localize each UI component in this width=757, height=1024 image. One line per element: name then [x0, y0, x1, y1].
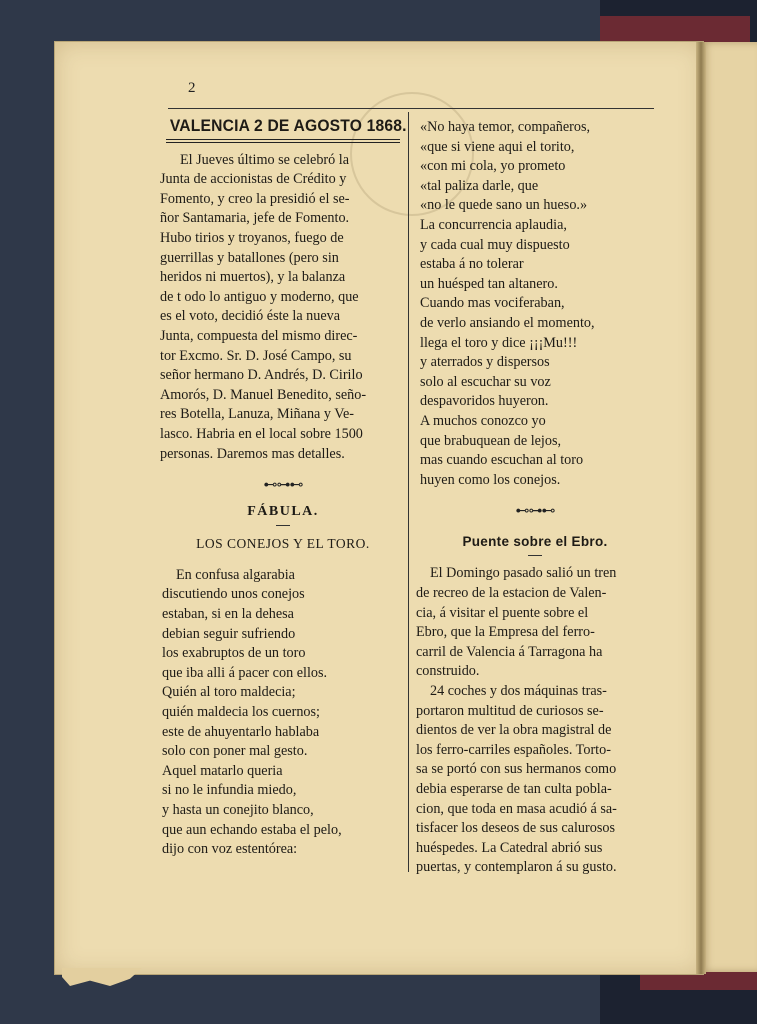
page-binding: [696, 42, 706, 974]
verse-line: En confusa algarabia: [176, 566, 295, 583]
right-column: [416, 112, 654, 878]
verse-line: «que si viene aqui el torito,: [420, 138, 575, 155]
article-line: señor hermano D. Andrés, D. Cirilo: [160, 367, 363, 384]
article-line: portaron multitud de curiosos se-: [416, 702, 604, 719]
verse-line: Quién al toro maldecia;: [162, 684, 296, 701]
column-divider: [408, 112, 409, 872]
article-line: 24 coches y dos máquinas tras-: [430, 683, 607, 700]
fable-verse: [160, 566, 406, 860]
verse-line: llega el toro y dice ¡¡¡Mu!!!: [420, 334, 578, 351]
article-valencia: [160, 151, 406, 465]
short-dash: [528, 555, 542, 556]
headline-rule: [166, 139, 400, 143]
article-line: cia, á visitar el puente sobre el: [416, 604, 589, 621]
torn-corner: [62, 968, 142, 986]
page-number: 2: [188, 80, 196, 96]
article-line: guerrillas y batallones (pero sin: [160, 249, 339, 266]
header-rule: [168, 108, 654, 109]
article-line: carril de Valencia á Tarragona ha: [416, 643, 603, 660]
verse-line: «No haya temor, compañeros,: [420, 119, 591, 135]
verse-line: huyen como los conejos.: [420, 471, 561, 488]
article-line: cion, que toda en masa acudió á sa-: [416, 800, 617, 817]
verse-line: discutiendo unos conejos: [162, 586, 305, 603]
article-line: Ebro, que la Empresa del ferro-: [416, 624, 595, 641]
verse-line: quién maldecia los cuernos;: [162, 704, 320, 721]
verse-line: los exabruptos de un toro: [162, 645, 306, 662]
verse-line: A muchos conozco yo: [420, 412, 546, 429]
article-line: huéspedes. La Catedral abrió sus: [416, 839, 603, 856]
article-line: los ferro-carriles españoles. Torto-: [416, 741, 611, 758]
article-line: tisfacer los deseos de sus calurosos: [416, 820, 615, 837]
article-line: Fomento, y creo la presidió el se-: [160, 190, 350, 207]
ornament-divider: ⊷⊶⊷: [263, 478, 303, 494]
short-dash: [276, 525, 290, 526]
article-line: Amorós, D. Manuel Benedito, seño-: [160, 386, 367, 403]
verse-line: «con mi cola, yo prometo: [420, 158, 566, 175]
left-column: [160, 112, 406, 860]
next-page-edge: [700, 42, 757, 972]
verse-line: y hasta un conejito blanco,: [162, 802, 314, 818]
article-puente: [416, 564, 654, 878]
verse-line: estaba á no tolerar: [420, 256, 524, 273]
article-line: construido.: [416, 663, 480, 680]
article-line: lasco. Habria en el local sobre 1500: [160, 425, 363, 442]
verse-line: que iba alli á pacer con ellos.: [162, 664, 328, 681]
article-line: de recreo de la estacion de Valen-: [416, 585, 607, 602]
article-line: personas. Daremos mas detalles.: [160, 445, 345, 462]
verse-line: solo con poner mal gesto.: [162, 743, 308, 760]
verse-line: si no le infundia miedo,: [162, 782, 297, 799]
article-line: Junta de accionistas de Crédito y: [160, 171, 347, 188]
section-title-puente: Puente sobre el Ebro.: [462, 533, 608, 549]
article-line: es el voto, decidió éste la nueva: [160, 308, 341, 325]
verse-line: y aterrados y dispersos: [420, 354, 550, 371]
article-line: debia esperarse de tan culta pobla-: [416, 781, 612, 797]
article-line: heridos ni muertos), y la balanza: [160, 269, 346, 286]
verse-line: y cada cual muy dispuesto: [420, 236, 570, 253]
verse-line: solo al escuchar su voz: [420, 373, 551, 390]
article-line: res Botella, Lanuza, Miñana y Ve-: [160, 406, 354, 423]
verse-line: este de ahuyentarlo hablaba: [162, 723, 320, 740]
article-line: Junta, compuesta del mismo direc-: [160, 327, 358, 344]
article-line: Hubo tirios y troyanos, fuego de: [160, 229, 344, 246]
verse-line: «tal paliza darle, que: [420, 177, 539, 194]
verse-line: mas cuando escuchan al toro: [420, 452, 584, 469]
verse-line: debian seguir sufriendo: [162, 625, 296, 642]
article-line: dientos de ver la obra magistral de: [416, 722, 612, 739]
fable-verse-continued: [416, 118, 654, 490]
article-line: El Jueves último se celebró la: [180, 151, 350, 168]
verse-line: un huésped tan altanero.: [420, 275, 558, 292]
fable-subtitle: LOS CONEJOS Y EL TORO.: [196, 536, 370, 552]
section-title-fabula: FÁBULA.: [247, 503, 319, 519]
article-line: puertas, y contemplaron á su gusto.: [416, 859, 617, 876]
article-line: tor Excmo. Sr. D. José Campo, su: [160, 347, 352, 364]
article-line: sa se portó con sus hermanos como: [416, 761, 617, 778]
verse-line: Cuando mas vociferaban,: [420, 295, 565, 312]
verse-line: despavoridos huyeron.: [420, 393, 549, 410]
verse-line: La concurrencia aplaudia,: [420, 216, 567, 233]
verse-line: de verlo ansiando el momento,: [420, 314, 595, 331]
article-line: ñor Santamaria, jefe de Fomento.: [160, 210, 350, 227]
headline: VALENCIA 2 DE AGOSTO 1868.: [169, 116, 407, 135]
article-line: de t odo lo antiguo y moderno, que: [160, 288, 359, 305]
verse-line: que aun echando estaba el pelo,: [162, 821, 342, 838]
verse-line: «no le quede sano un hueso.»: [420, 197, 588, 214]
article-line: El Domingo pasado salió un tren: [430, 565, 617, 582]
verse-line: estaban, si en la dehesa: [162, 606, 294, 623]
ornament-divider: ⊷⊶⊷: [515, 504, 555, 520]
verse-line: Aquel matarlo queria: [162, 762, 283, 779]
verse-line: dijo con voz estentórea:: [162, 841, 298, 858]
verse-line: que brabuquean de lejos,: [420, 432, 562, 449]
